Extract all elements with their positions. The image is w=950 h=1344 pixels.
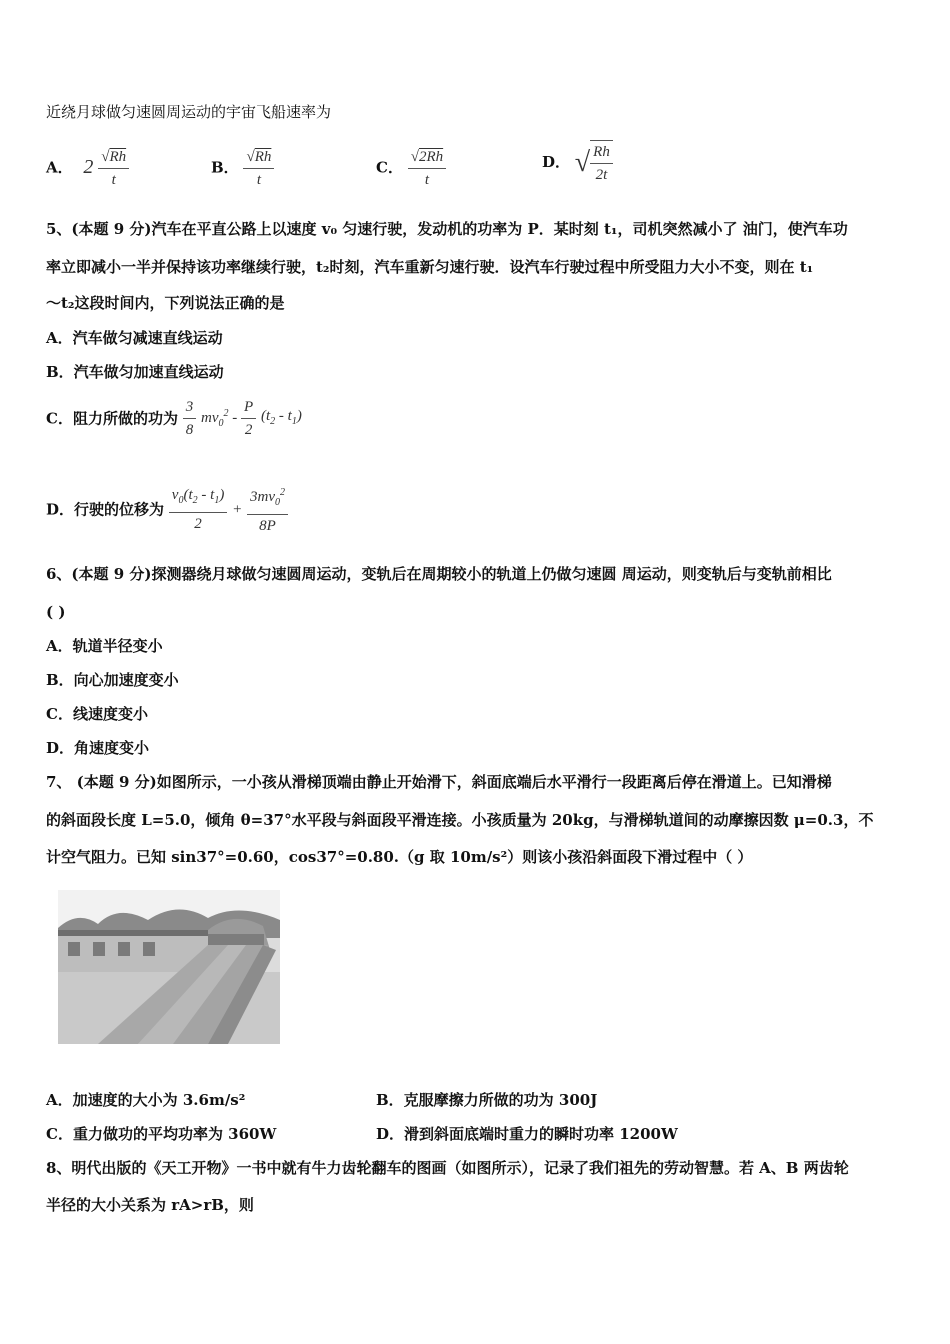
q8-line-1: 8、明代出版的《天工开物》一书中就有牛力齿轮翻车的图画（如图所示），记录了我们祖先的劳动智慧。若 A、B 两齿轮 <box>46 1159 849 1177</box>
q7-option-b[interactable]: B．克服摩擦力所做的功为 300J <box>376 1091 598 1109</box>
q5-line-2: 率立即减小一半并保持该功率继续行驶，t₂时刻，汽车重新匀速行驶．设汽车行驶过程中所受阻力大小不变，则在 t₁ <box>46 258 814 276</box>
q5-option-d[interactable]: D．行驶的位移为 $\frac{v_0(t_2 - t_1)}{2}$ + $\frac{3mv_0^2}{8P}$ <box>46 482 288 537</box>
q7-line-2: 的斜面段长度 L=5.0，倾角 θ=37°水平段与斜面段平滑连接。小孩质量为 20kg，与滑梯轨道间的动摩擦因数 μ=0.3，不 <box>46 811 874 829</box>
q8-line-2: 半径的大小关系为 rA>rB，则 <box>46 1196 254 1214</box>
q6-option-b[interactable]: B．向心加速度变小 <box>46 671 179 689</box>
q6-line-1: 6、(本题 9 分)探测器绕月球做匀速圆周运动，变轨后在周期较小的轨道上仍做匀速圆 周运动，则变轨后与变轨前相比 <box>46 565 832 583</box>
q4-b-fraction: $\frac{√Rh}{t}$ <box>243 146 274 191</box>
q4-a-fraction: $\frac{√Rh}{t}$ <box>98 146 129 191</box>
q4-c-fraction: $\frac{√2Rh}{t}$ <box>408 146 446 191</box>
q5-option-c[interactable]: C．阻力所做的功为 $\frac{3}{8}$ $mv_0^2$ - $\frac{P}{2}$ $(t_2 - t_1)$ <box>46 396 302 441</box>
slide-photo <box>58 890 280 1044</box>
q7-option-c[interactable]: C．重力做功的平均功率为 360W <box>46 1125 277 1143</box>
q4-option-d[interactable]: D． √ $\frac{Rh}{2t}$ <box>542 140 613 186</box>
q4-stem: 近绕月球做匀速圆周运动的宇宙飞船速率为 <box>46 103 332 121</box>
q6-option-c[interactable]: C．线速度变小 <box>46 705 148 723</box>
q4-option-c[interactable]: C． $\frac{√2Rh}{t}$ <box>376 146 446 191</box>
q7-line-3: 计空气阻力。已知 sin37°=0.60，cos37°=0.80.（g 取 10m/s²）则该小孩沿斜面段下滑过程中（ ） <box>46 848 753 866</box>
q6-line-2: ( ) <box>46 603 66 621</box>
q4-option-a[interactable]: A． 2 $\frac{√Rh}{t}$ <box>46 146 129 191</box>
q5-line-1: 5、(本题 9 分)汽车在平直公路上以速度 v₀ 匀速行驶，发动机的功率为 P．某时刻 t₁，司机突然减小了 油门，使汽车功 <box>46 220 848 238</box>
q7-option-d[interactable]: D．滑到斜面底端时重力的瞬时功率 1200W <box>376 1125 678 1143</box>
q5-option-b[interactable]: B．汽车做匀加速直线运动 <box>46 363 224 381</box>
q5-line-3: ～t₂这段时间内，下列说法正确的是 <box>46 294 285 312</box>
q6-option-a[interactable]: A．轨道半径变小 <box>46 637 163 655</box>
q4-d-fraction: $\frac{Rh}{2t}$ <box>590 140 613 186</box>
q5-option-a[interactable]: A．汽车做匀减速直线运动 <box>46 329 223 347</box>
q4-option-b[interactable]: B． $\frac{√Rh}{t}$ <box>211 146 274 191</box>
q6-option-d[interactable]: D．角速度变小 <box>46 739 150 757</box>
q7-option-a[interactable]: A．加速度的大小为 3.6m/s² <box>46 1091 246 1109</box>
q7-line-1: 7、 (本题 9 分)如图所示，一小孩从滑梯顶端由静止开始滑下，斜面底端后水平滑行一段距离后停在滑道上。已知滑梯 <box>46 773 832 791</box>
